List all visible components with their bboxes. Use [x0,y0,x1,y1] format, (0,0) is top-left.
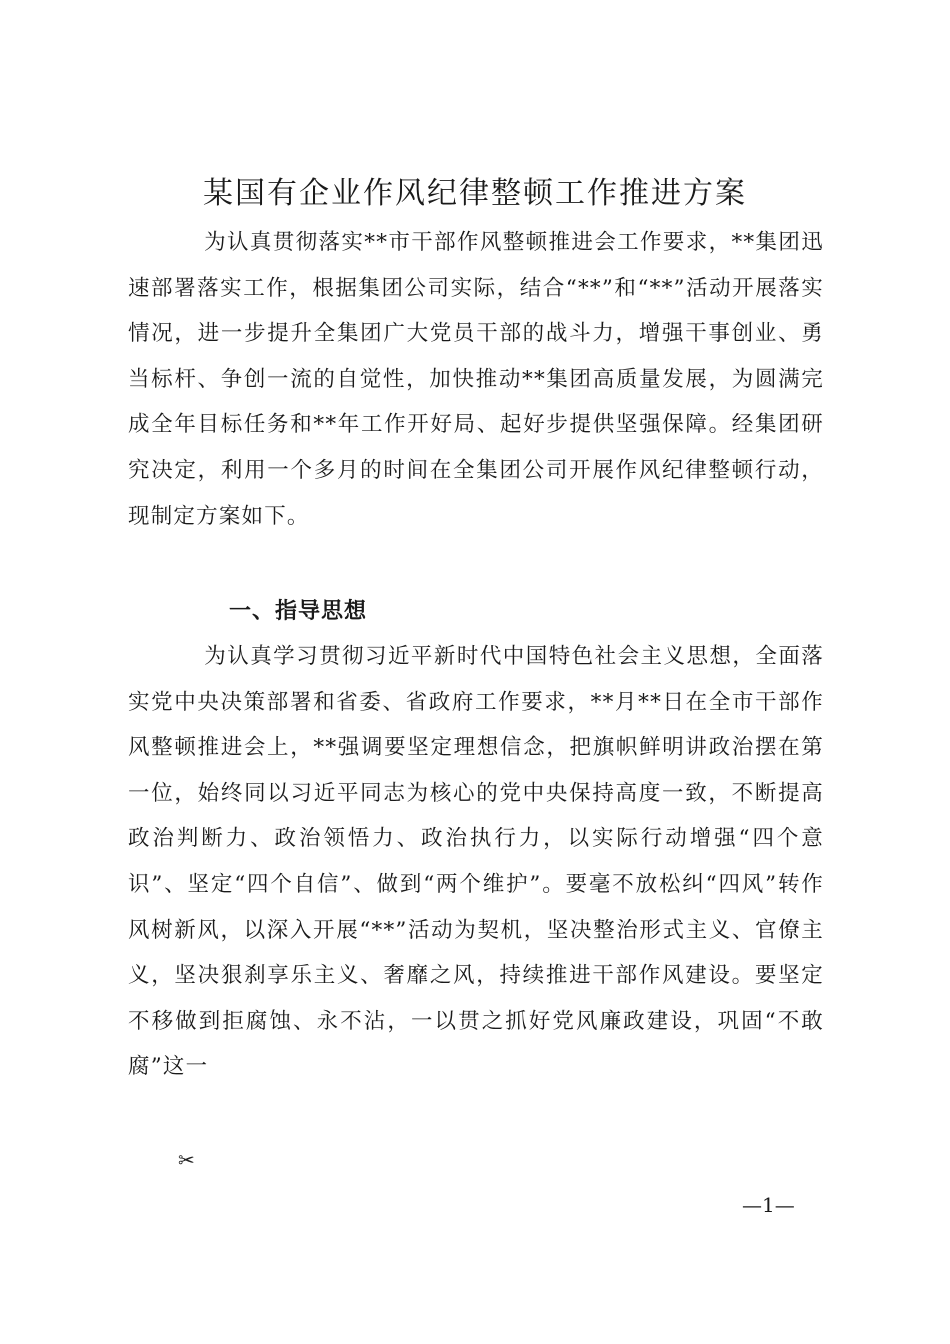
intro-paragraph-text: 为认真贯彻落实**市干部作风整顿推进会工作要求，**集团迅速部署落实工作，根据集团公司实际，结合“**”和“**”活动开展落实情况，进一步提升全集团广大党员干部的战斗力，增强干事创业、勇当标杆、争创一流的自觉性，加快推动**集团高质量发展，为圆满完成全年目标任务和**年工作开好局、起好步提供坚强保障。经集团研究决定，利用一个多月的时间在全集团公司开展作风纪律整顿行动，现制定方案如下。 [128,230,824,529]
intro-paragraph [128,220,824,539]
scissors-icon: ✂ [178,1148,195,1172]
section-heading-guiding-ideology: 一、指导思想 [229,599,368,624]
page-number: —1— [742,1193,795,1217]
document-title: 某国有企业作风纪律整顿工作推进方案 [203,176,747,211]
section-1-paragraph-text: 为认真学习贯彻习近平新时代中国特色社会主义思想，全面落实党中央决策部署和省委、省政府工作要求，**月**日在全市干部作风整顿推进会上，**强调要坚定理想信念，把旗帜鲜明讲政治摆在第一位，始终同以习近平同志为核心的党中央保持高度一致，不断提高政治判断力、政治领悟力、政治执行力，以实际行动增强“四个意识”、坚定“四个自信”、做到“两个维护”。要毫不放松纠“四风”转作风树新风，以深入开展“**”活动为契机，坚决整治形式主义、官僚主义，坚决狠刹享乐主义、奢靡之风，持续推进干部作风建设。要坚定不移做到拒腐蚀、永不沾，一以贯之抓好党风廉政建设，巩固“不敢腐”这一 [128,644,824,1080]
section-1-paragraph [128,634,824,1090]
